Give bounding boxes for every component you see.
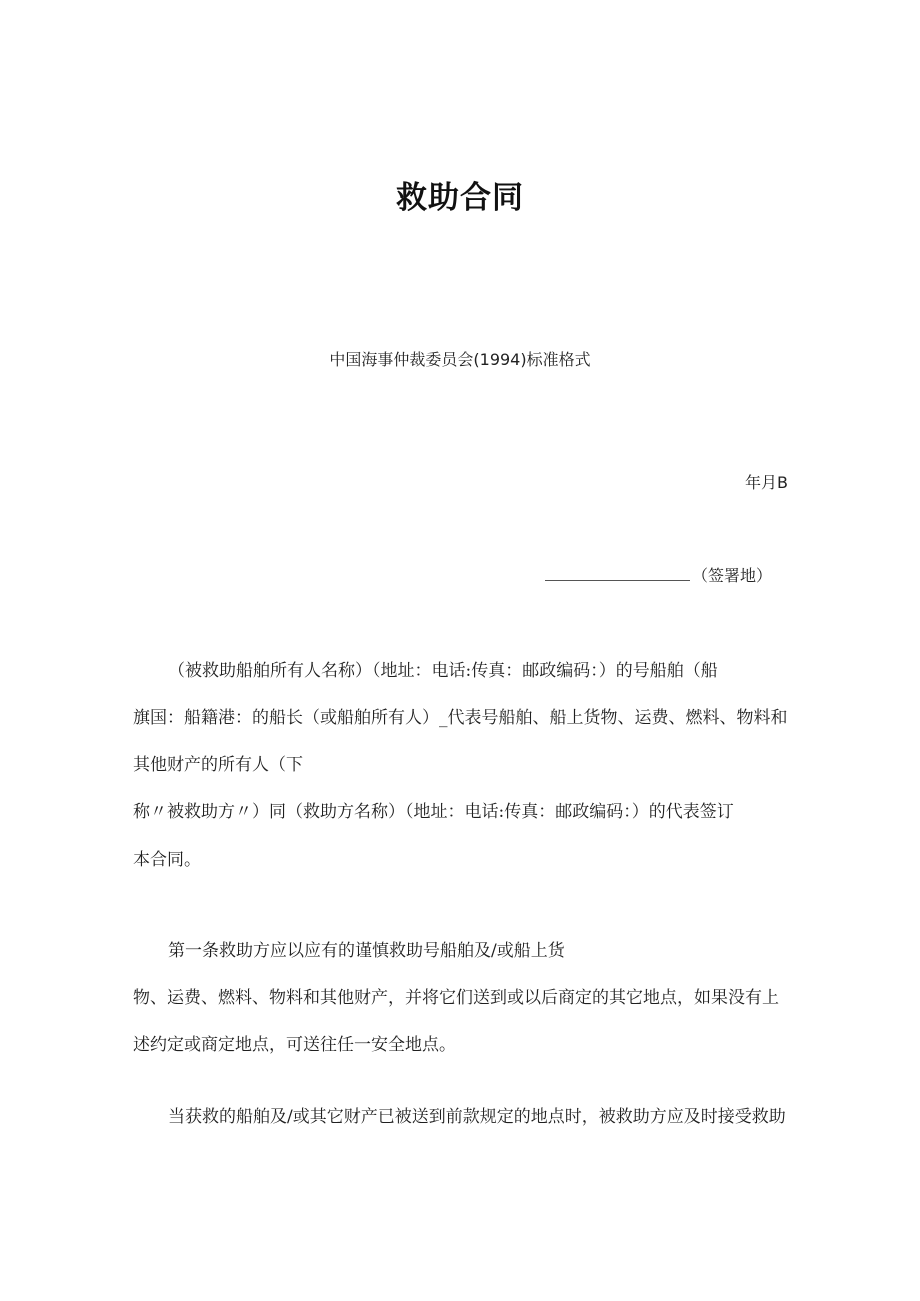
sign-place-label: （签署地） bbox=[692, 566, 773, 585]
paragraph2-line: 当获救的船舶及/或其它财产已被送到前款规定的地点时，被救助方应及时接受救助 bbox=[168, 1107, 786, 1127]
article1-line: 述约定或商定地点，可送往任一安全地点。 bbox=[133, 1035, 456, 1055]
sign-place bbox=[545, 563, 772, 586]
preamble-line: 旗国：船籍港：的船长（或船舶所有人）_代表号船舶、船上货物、运费、燃料、物料和 bbox=[133, 708, 788, 728]
preamble-line: 本合同。 bbox=[133, 850, 201, 870]
document-title: 救助合同 bbox=[396, 180, 524, 216]
article1-line: 第一条救助方应以应有的谨慎救助号船舶及/或船上货 bbox=[168, 941, 565, 961]
date-line: 年月B bbox=[745, 473, 788, 492]
article1-line: 物、运费、燃料、物料和其他财产，并将它们送到或以后商定的其它地点，如果没有上 bbox=[133, 988, 779, 1008]
preamble-line: 其他财产的所有人（下 bbox=[133, 755, 303, 775]
document-subtitle: 中国海事仲裁委员会(1994)标准格式 bbox=[329, 350, 591, 369]
preamble-line: 称〃被救助方〃）同（救助方名称）（地址：电话:传真：邮政编码：）的代表签订 bbox=[133, 802, 734, 822]
preamble-line: （被救助船舶所有人名称）（地址：电话:传真：邮政编码：）的号船舶（船 bbox=[168, 661, 718, 681]
sign-place-blank bbox=[545, 566, 690, 581]
